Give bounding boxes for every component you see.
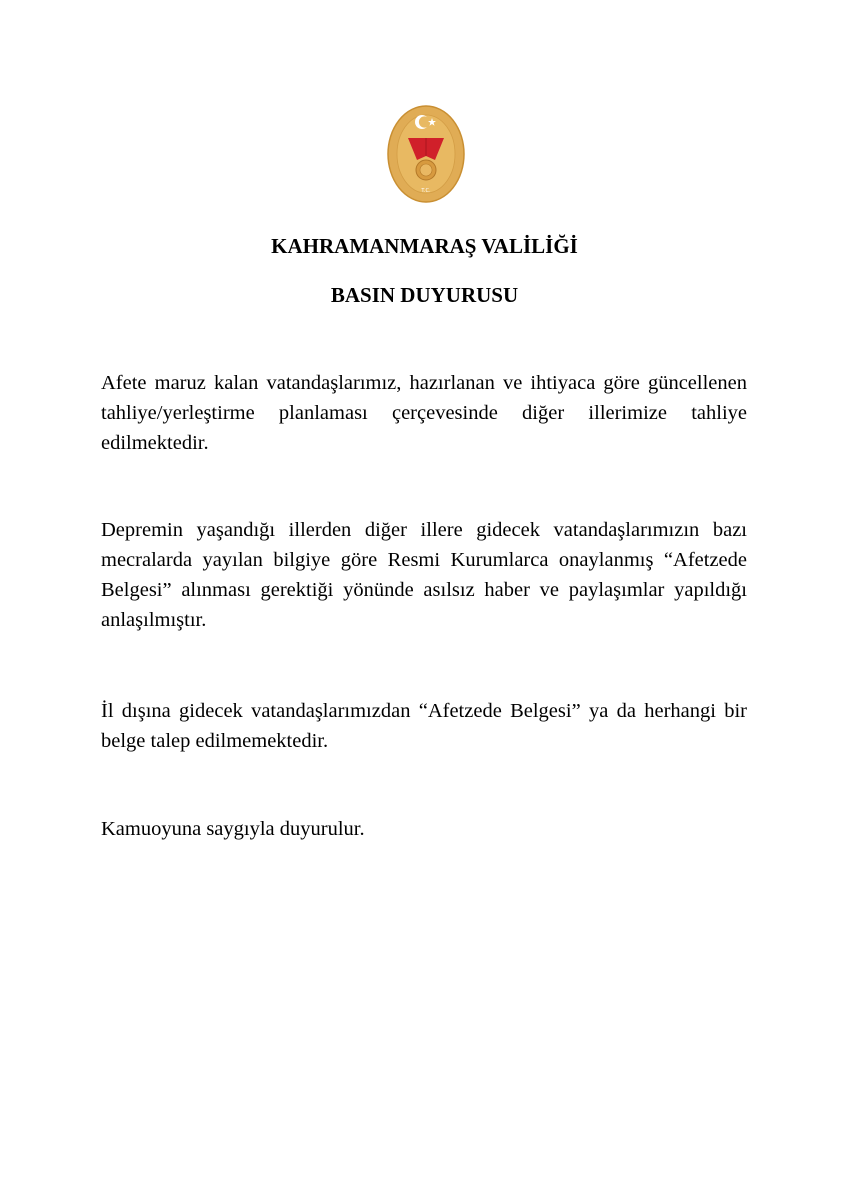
governorship-emblem <box>386 104 466 204</box>
paragraph-no-document: İl dışına gidecek vatandaşlarımızdan “Afetzede Belgesi” ya da herhangi bir belge talep edilmemektedir. <box>101 700 747 752</box>
page-subtitle: BASIN DUYURUSU <box>330 283 519 307</box>
page-title: KAHRAMANMARAŞ VALİLİĞİ <box>271 234 578 258</box>
paragraph-evacuation: Afete maruz kalan vatandaşlarımız, hazırlanan ve ihtiyaca göre güncellenen tahliye/yerleştirme planlaması çerçevesinde diğer illerimize tahliye edilmektedir. <box>101 372 747 454</box>
paragraph-false-news: Depremin yaşandığı illerden diğer illere gidecek vatandaşlarımızın bazı mecralarda yayılan bilgiye göre Resmi Kurumlarca onaylanmış “Afetzede Belgesi” alınması gerektiği yönünde asılsız haber ve paylaşımlar yapıldığı anlaşılmıştır. <box>101 519 747 631</box>
paragraph-closing: Kamuoyuna saygıyla duyurulur. <box>101 818 365 840</box>
svg-text:T.C.: T.C. <box>421 188 431 194</box>
